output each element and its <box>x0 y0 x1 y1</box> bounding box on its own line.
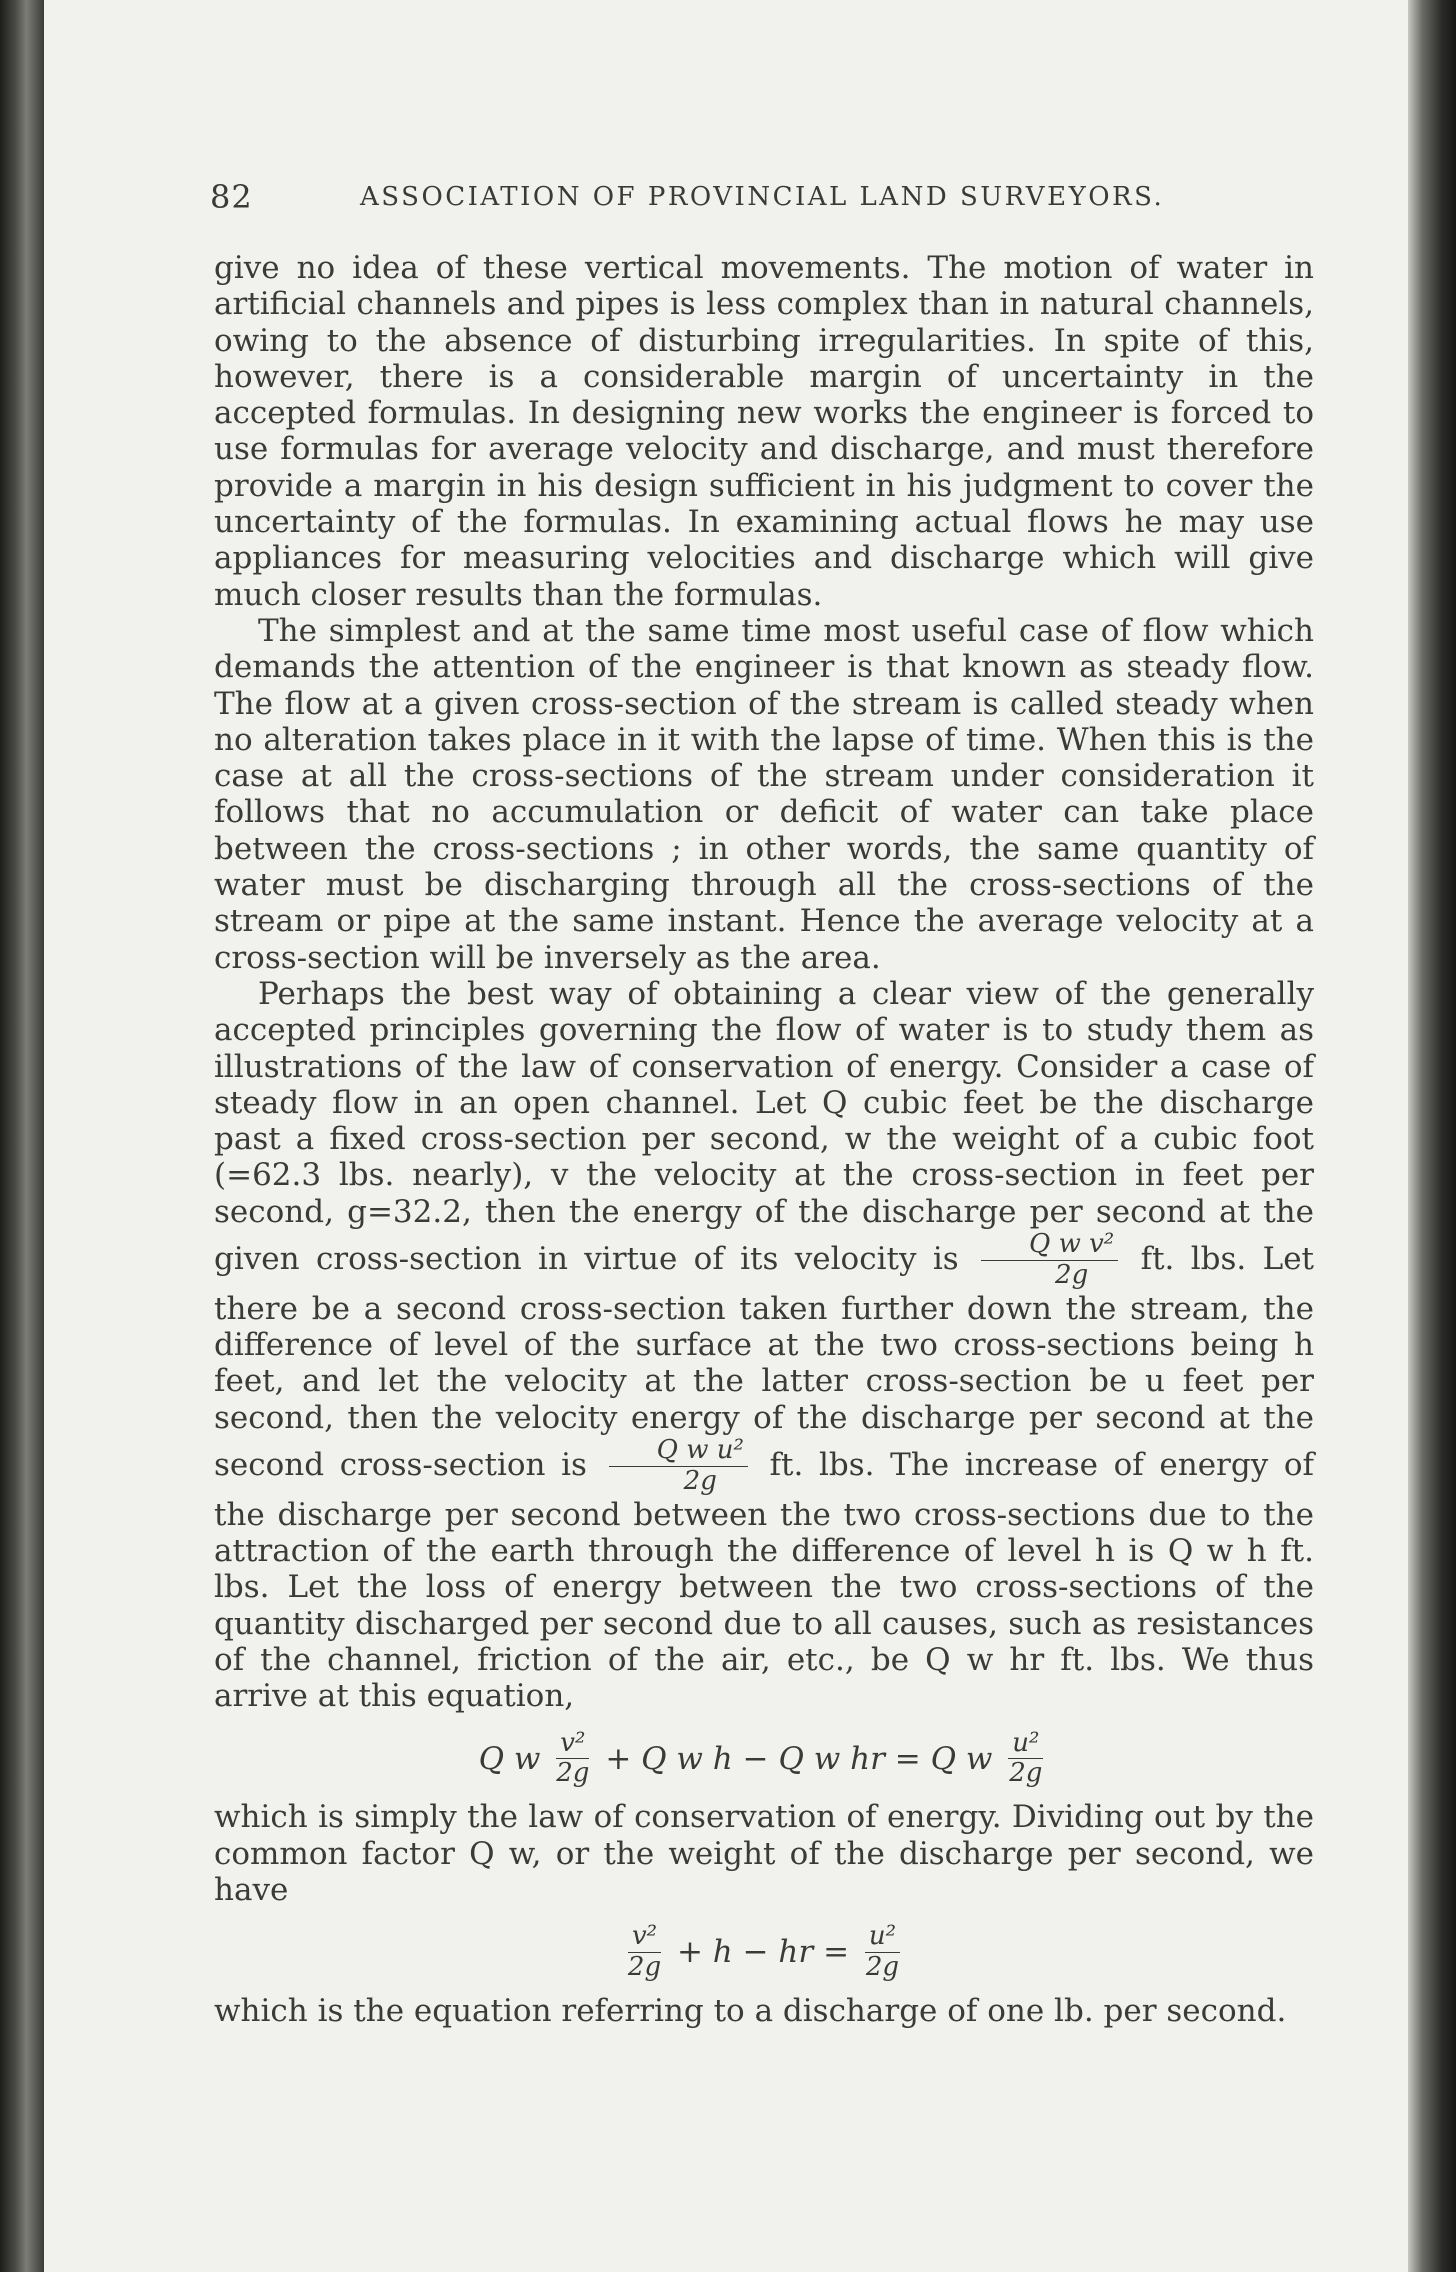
paragraph-3-text-a: Perhaps the best way of obtaining a clear view of the generally accepted principles governing the flow of water is to study them as illustrations of the law of conservation of energy. Consider a case of steady flow in an open channel. Let Q cubic feet be the discharge past a fixed cross-section per second, w the weight of a cubic foot (=62.3 lbs. nearly), v the velocity at the cross-section in feet per second, g=32.2, then the energy of the discharge per second at the given cross-section in virtue of its velocity is <box>214 975 1314 1277</box>
fraction-numerator: Q w v² <box>981 1230 1118 1261</box>
paragraph-3 <box>214 976 1314 1715</box>
paragraph-1: give no idea of these vertical movements. The motion of water in artificial channels and pipes is less complex than in natural channels, owing to the absence of disturbing irregularities. In spite of this, however, there is a considerable margin of uncertainty in the accepted formulas. In designing new works the engineer is forced to use formulas for average velocity and discharge, and must therefore provide a margin in his design sufficient in his judgment to cover the uncertainty of the formulas. In examining actual flows he may use appliances for measuring velocities and discharge which will give much closer results than the formulas. <box>214 250 1314 613</box>
equation-fraction <box>628 1922 661 1983</box>
equation-fraction <box>556 1729 589 1790</box>
fraction-denominator: 2g <box>1055 1259 1089 1290</box>
fraction-denominator: 2g <box>556 1758 590 1789</box>
fraction-numerator: v² <box>628 1922 661 1953</box>
page-body <box>214 250 1314 2029</box>
book-binding-left <box>0 0 44 2272</box>
page-number: 82 <box>210 178 253 216</box>
equation-fraction <box>1008 1729 1043 1790</box>
fraction-numerator: v² <box>556 1729 589 1760</box>
equation-term: + h − hr = <box>676 1934 850 1971</box>
paragraph-2: The simplest and at the same time most useful case of flow which demands the attention of the engineer is that known as steady flow. The flow at a given cross-section of the stream is called steady when no alteration takes place in it with the lapse of time. When this is the case at all the cross-sections of the stream under consideration it follows that no accumulation or deficit of water can take place between the cross-sections ; in other words, the same quantity of water must be discharging through all the cross-sections of the stream or pipe at the same instant. Hence the average velocity at a cross-section will be inversely as the area. <box>214 612 1314 976</box>
book-page <box>44 0 1408 2272</box>
equation-term: Q w <box>478 1740 541 1777</box>
paragraph-4: which is simply the law of conservation of energy. Dividing out by the common factor Q w, or the weight of the discharge per second, we have <box>214 1799 1314 1908</box>
velocity-energy-fraction <box>981 1230 1118 1291</box>
running-title: ASSOCIATION OF PROVINCIAL LAND SURVEYORS. <box>360 182 1165 212</box>
equation-fraction <box>865 1922 900 1983</box>
paragraph-3-text-c: ft. lbs. The increase of energy of the discharge per second between the two cross-sections due to the attraction of the earth through the difference of level h is Q w h ft. lbs. Let the loss of energy between the two cross-sections of the quantity discharged per second due to all causes, such as resistances of the channel, friction of the air, etc., be Q w hr ft. lbs. We thus arrive at this equation, <box>214 1446 1315 1715</box>
book-edge-right <box>1408 0 1456 2272</box>
fraction-denominator: 2g <box>683 1465 717 1496</box>
paragraph-3-text-b: ft. lbs. Let there be a second cross-section taken further down the stream, the difference of level of the surface at the two cross-sections being h feet, and let the velocity at the latter cross-section be u feet per second, then the velocity energy of the discharge per second at the second cross-section is <box>214 1240 1315 1483</box>
second-velocity-energy-fraction <box>609 1436 748 1497</box>
fraction-denominator: 2g <box>627 1952 662 1983</box>
equation-term: + Q w h − Q w hr = Q w <box>605 1740 993 1777</box>
fraction-numerator: Q w u² <box>609 1436 748 1467</box>
per-pound-equation <box>214 1922 1314 1983</box>
paragraph-5: which is the equation referring to a discharge of one lb. per second. <box>214 1993 1287 2029</box>
fraction-denominator: 2g <box>1009 1758 1043 1789</box>
energy-equation <box>214 1729 1314 1790</box>
fraction-denominator: 2g <box>865 1952 900 1983</box>
fraction-numerator: u² <box>865 1922 900 1953</box>
fraction-numerator: u² <box>1008 1729 1043 1760</box>
